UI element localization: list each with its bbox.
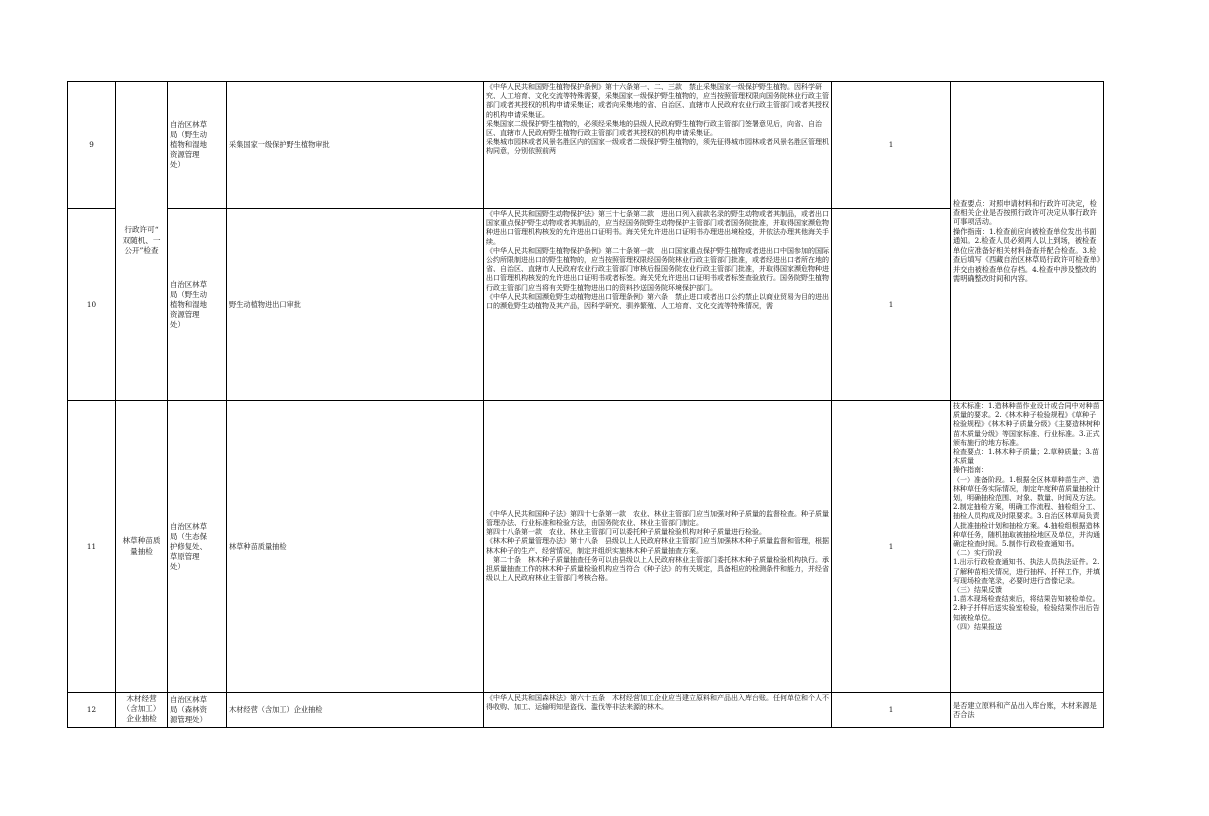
department-cell: 自治区林草 局（生态保 护修复处、 草原管理 处） — [168, 401, 227, 693]
legal-basis: 《中华人民共和国森林法》第六十五条 木材经营加工企业应当建立原料和产品出入库台账。任何单位和个人不得收购、加工、运输明知是盗伐、滥伐等非法来源的林木。 — [484, 693, 832, 728]
legal-basis: 《中华人民共和国种子法》第四十七条第一款 农业、林业主管部门应当加强对种子质量的监督检查。种子质量管理办法、行业标准和检验方法，由国务院农业、林业主管部门制定。 第四十八条第一款 农业、林业主管部门可以委托种子质量检验机构对种子质量进行检验。 《林木种子质量管理办法》第十八条 县级以上人民政府林业主管部门应当加强林木种子质量监督和管理，根据林木种子的生产、经营情况，制定并组织实施林木种子质量抽查方案。 第二十条 林木种子质量抽查任务可以由县级以上人民政府林业主管部门委托林木种子质量检验机构执行。承担质量抽查工作的林木种子质量检验机构应当符合《种子法》的有关规定，具备相应的检测条件和能力，并经省级以上人民政府林业主管部门考核合格。 — [484, 401, 832, 693]
inspection-item: 采集国家一级保护野生植物审批 — [227, 82, 484, 209]
inspection-count: 1 — [832, 209, 951, 401]
row-number: 12 — [68, 693, 116, 728]
inspection-count: 1 — [832, 82, 951, 209]
inspection-count: 1 — [832, 401, 951, 693]
inspection-category: 木材经营 （含加工） 企业抽检 — [116, 693, 168, 728]
legal-basis: 《中华人民共和国野生植物保护条例》第十六条第一、二、三款 禁止采集国家一级保护野生植物。因科学研究、人工培育、文化交流等特殊需要，采集国家一级保护野生植物的，应当按照管理权限向国务院林业行政主管部门或者其授权的机构申请采集证；或者向采集地的省、自治区、直辖市人民政府农业行政主管部门或者其授权的机构申请采集证。 采集国家二级保护野生植物的，必须经采集地的县级人民政府野生植物行政主管部门签署意见后，向省、自治区、直辖市人民政府野生植物行政主管部门或者其授权的机构申请采集证。 采集城市园林或者风景名胜区内的国家一级或者二级保护野生植物的，须先征得城市园林或者风景名胜区管理机构同意，分别依照前两 — [484, 82, 832, 209]
inspection-category: 行政许可“ 双随机、一 公开”检查 — [116, 82, 168, 401]
table-row — [68, 209, 1104, 401]
inspection-item: 野生动植物进出口审批 — [227, 209, 484, 401]
inspection-item: 林草种苗质量抽检 — [227, 401, 484, 693]
inspection-item: 木材经营（含加工）企业抽检 — [227, 693, 484, 728]
row-number: 9 — [68, 82, 116, 209]
department-cell: 自治区林草 局（森林资 源管理处） — [168, 693, 227, 728]
table-row — [68, 401, 1104, 693]
department-cell: 自治区林草 局（野生动 植物和湿地 资源管理 处） — [168, 209, 227, 401]
inspection-table — [67, 81, 1104, 728]
inspection-method: 检查要点：对照申请材料和行政许可决定，检查相关企业是否按照行政许可决定从事行政许可事项活动。 操作指南：1.检查前应向被检查单位发出书面通知。2.检查人员必须两人以上到场，被检查单位应准备好相关材料备查并配合检查。3.检查后填写《西藏自治区林草局行政许可检查单》并交由被检查单位存档。4.检查中涉及整改的需明确整改时间和内容。 — [951, 82, 1104, 401]
department-cell: 自治区林草 局（野生动 植物和湿地 资源管理 处） — [168, 82, 227, 209]
table-row — [68, 82, 1104, 209]
row-number: 10 — [68, 209, 116, 401]
table-row — [68, 693, 1104, 728]
inspection-method: 技术标准：1.造林种苗作业设计或合同中对种苗质量的要求。2.《林木种子检验规程》《草种子检验规程》《林木种子质量分级》《主要造林树种苗木质量分级》等国家标准、行业标准。3.正式颁布施行的地方标准。 检查要点：1.林木种子质量；2.草种质量；3.苗木质量 操作指南： （一）准备阶段。1.根据全区林草种苗生产、造林种草任务实际情况，制定年度种苗质量抽检计划，明确抽检范围、对象、数量、时间及方法。2.制定抽检方案，明确工作流程、抽检组分工、抽检人员构成及时限要求。3.自治区林草局负责人批准抽检计划和抽检方案。4.抽检组根据造林种草任务，随机抽取被抽检地区及单位，并沟通确定检查时间。5.制作行政检查通知书。 （二）实行阶段 1.出示行政检查通知书、执法人员执法证件。2.了解种苗相关情况，进行抽样、扦样工作，并填写现场检查笔录，必要时进行音像记录。 （三）结果反馈 1.苗木现场检查结束后，将结果告知被检单位。2.种子扦样后送实验室检验，检验结果作出后告知被检单位。 （四）结果报送 — [951, 401, 1104, 693]
row-number: 11 — [68, 401, 116, 693]
legal-basis: 《中华人民共和国野生动物保护法》第三十七条第二款 进出口列入前款名录的野生动物或者其制品，或者出口国家重点保护野生动物或者其制品的，应当经国务院野生动物保护主管部门或者国务院批准，并取得国家濒危物种进出口管理机构核发的允许进出口证明书。海关凭允许进出口证明书办理进出境检疫，并依法办理其他海关手续。 《中华人民共和国野生植物保护条例》第二十条第一款 出口国家重点保护野生植物或者进出口中国参加的国际公约所限制进出口的野生植物的，应当按照管理权限经国务院林业行政主管部门批准，或者经进出口者所在地的省、自治区、直辖市人民政府农业行政主管部门审核后报国务院农业行政主管部门批准，并取得国家濒危物种进出口管理机构核发的允许进出口证明书或者标签。海关凭允许进出口证明书或者标签查验放行。国务院野生植物行政主管部门应当将有关野生植物进出口的资料抄送国务院环境保护部门。 《中华人民共和国濒危野生动植物进出口管理条例》第六条 禁止进口或者出口公约禁止以商业贸易为目的进出口的濒危野生动植物及其产品，因科学研究、驯养繁殖、人工培育、文化交流等特殊情况，需 — [484, 209, 832, 401]
inspection-count: 1 — [832, 693, 951, 728]
inspection-category: 林草种苗质 量抽检 — [116, 401, 168, 693]
inspection-method: 是否建立原料和产品出入库台账，木材来源是否合法 — [951, 693, 1104, 728]
